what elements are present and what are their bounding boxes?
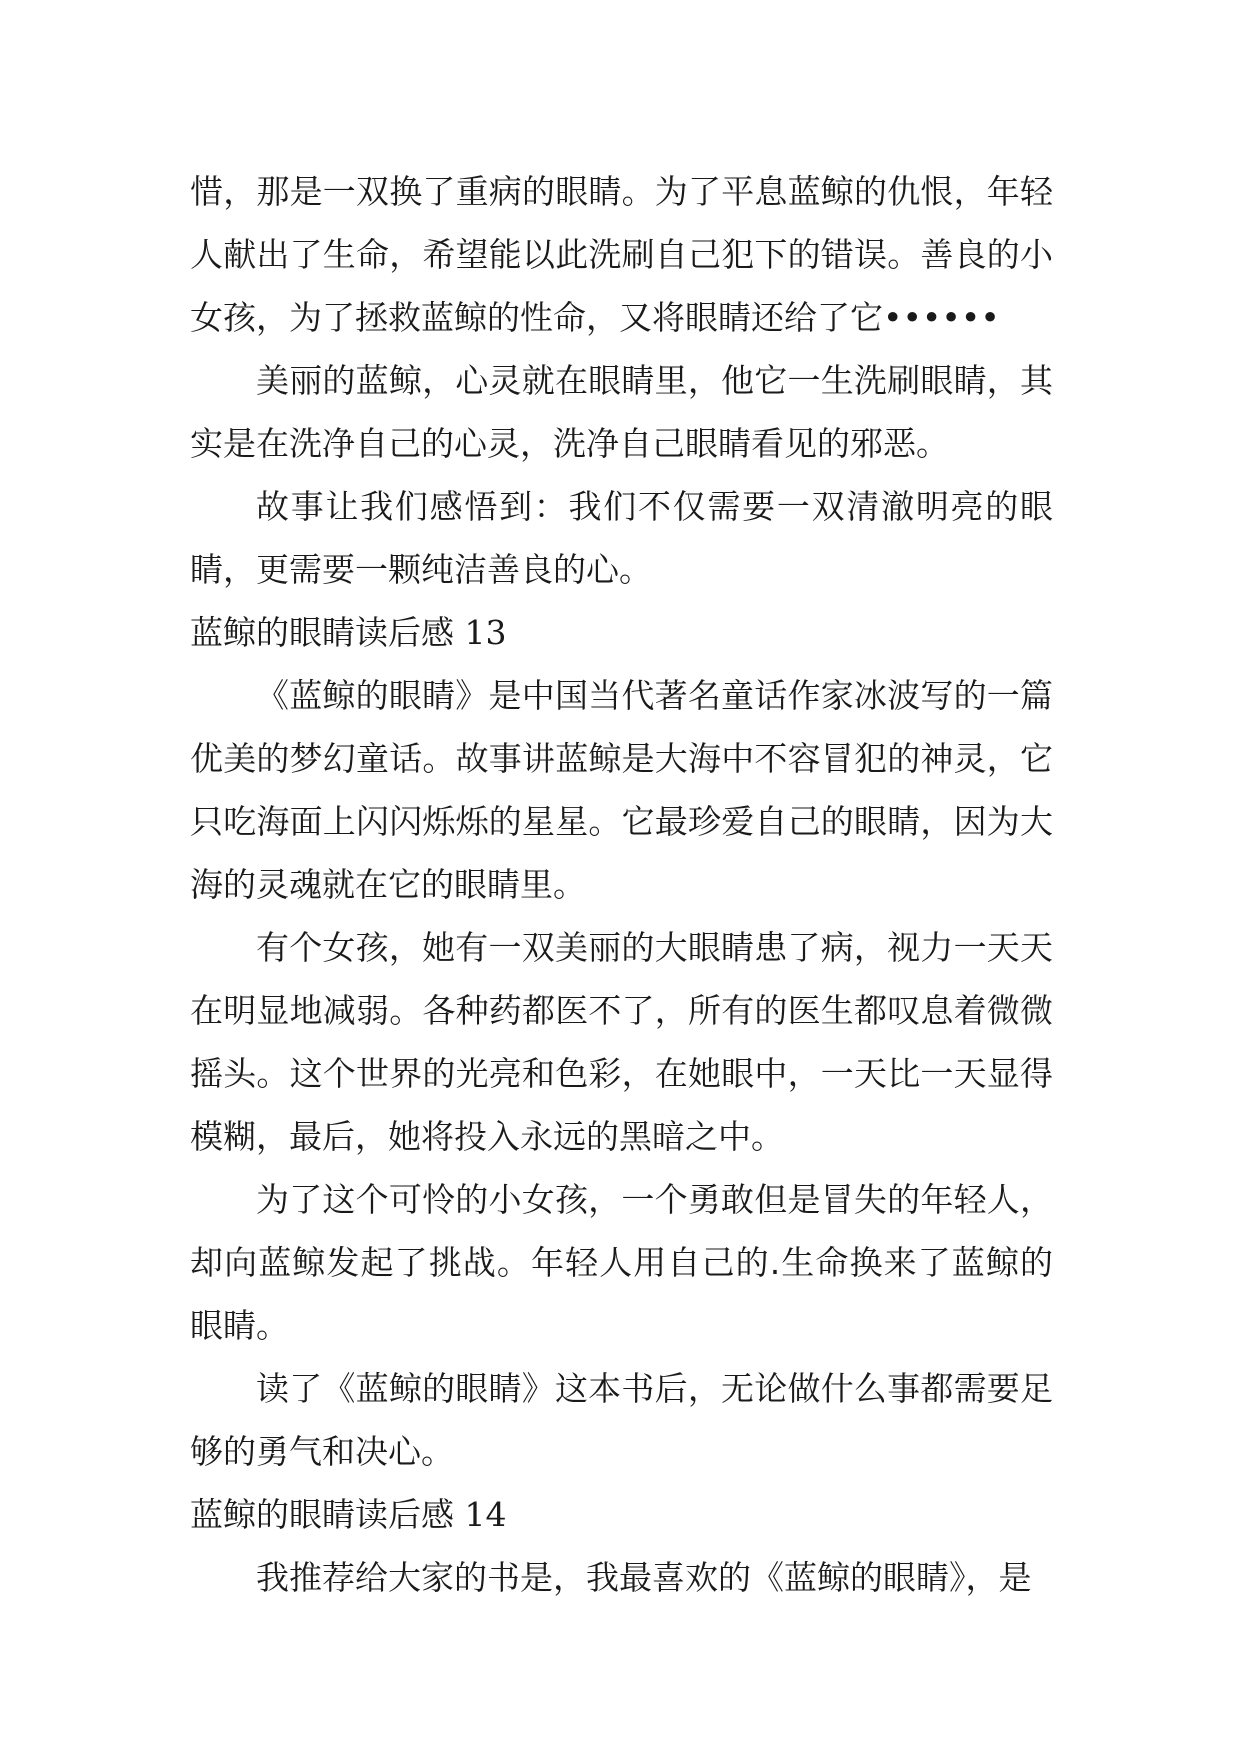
section-heading-13: 蓝鲸的眼睛读后感 13 xyxy=(190,613,507,652)
paragraph: 故事让我们感悟到：我们不仅需要一双清澈明亮的眼睛，更需要一颗纯洁善良的心。 xyxy=(190,487,1053,589)
paragraph: 读了《蓝鲸的眼睛》这本书后，无论做什么事都需要足够的勇气和决心。 xyxy=(190,1369,1053,1471)
paragraph-continuation: 惜，那是一双换了重病的眼睛。为了平息蓝鲸的仇恨，年轻人献出了生命，希望能以此洗刷自己犯下的错误。善良的小女孩，为了拯救蓝鲸的性命，又将眼睛还给了它•••••• xyxy=(190,172,1053,337)
paragraph: 我推荐给大家的书是，我最喜欢的《蓝鲸的眼睛》，是 xyxy=(256,1558,1032,1597)
paragraph: 为了这个可怜的小女孩，一个勇敢但是冒失的年轻人，却向蓝鲸发起了挑战。年轻人用自己的.生命换来了蓝鲸的眼睛。 xyxy=(190,1180,1053,1345)
document-body xyxy=(190,160,1053,1609)
paragraph: 美丽的蓝鲸，心灵就在眼睛里，他它一生洗刷眼睛，其实是在洗净自己的心灵，洗净自己眼睛看见的邪恶。 xyxy=(190,361,1053,463)
paragraph: 有个女孩，她有一双美丽的大眼睛患了病，视力一天天在明显地减弱。各种药都医不了，所有的医生都叹息着微微摇头。这个世界的光亮和色彩，在她眼中，一天比一天显得模糊，最后，她将投入永远的黑暗之中。 xyxy=(190,928,1053,1156)
paragraph: 《蓝鲸的眼睛》是中国当代著名童话作家冰波写的一篇优美的梦幻童话。故事讲蓝鲸是大海中不容冒犯的神灵，它只吃海面上闪闪烁烁的星星。它最珍爱自己的眼睛，因为大海的灵魂就在它的眼睛里。 xyxy=(190,676,1053,904)
section-heading-14: 蓝鲸的眼睛读后感 14 xyxy=(190,1495,507,1534)
